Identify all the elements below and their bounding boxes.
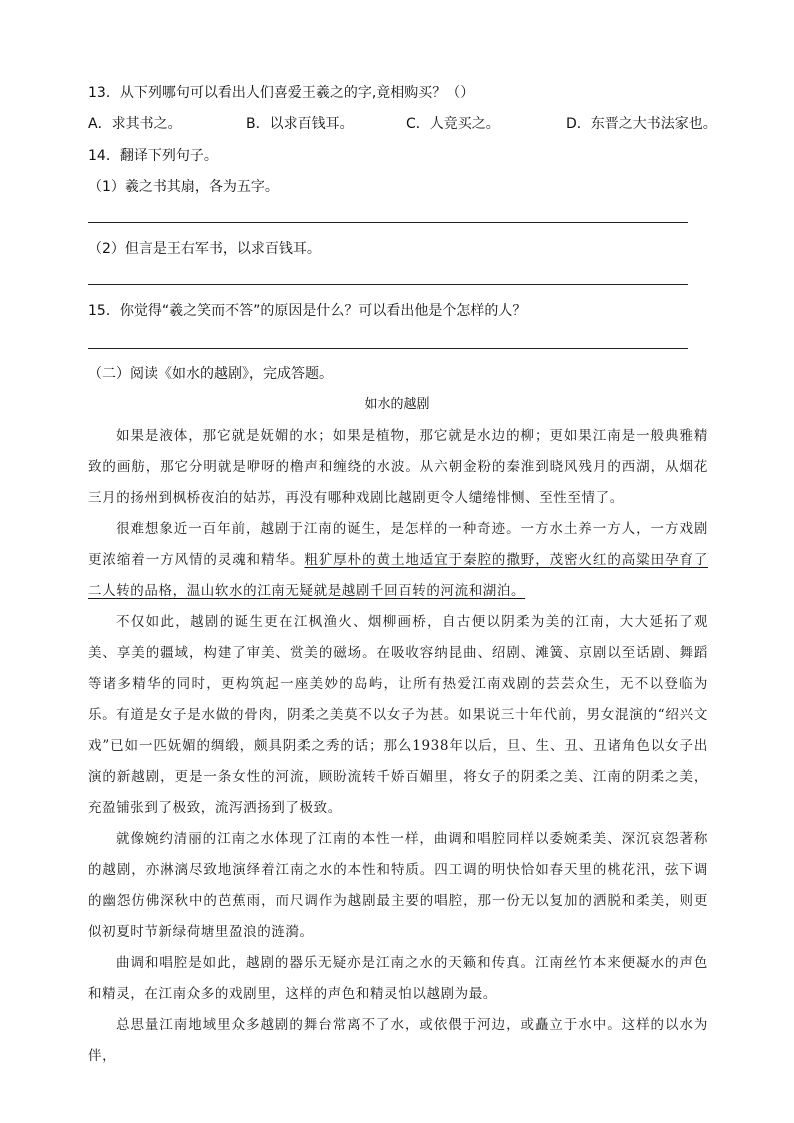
option-d[interactable]: D．东晋之大书法家也。 (566, 116, 717, 132)
underlined-sentence: 粗犷厚朴的黄土地适宜于秦腔的撒野，茂密火红的高粱田孕育了二人转的品格，温山软水的江南无疑就是越剧千回百转的河流和湖泊。 (88, 552, 708, 599)
question-15-stem: 15．你觉得“羲之笑而不答”的原因是什么？可以看出他是个怎样的人？ (88, 303, 527, 319)
article-paragraph-7: 总思量江南地域里众多越剧的舞台常离不了水，或依偎于河边，或矗立于水中。这样的以水为伴， (88, 1017, 708, 1064)
question-14-item-1: （1）羲之书其扇，各为五字。 (88, 179, 279, 195)
article-paragraph-6: 曲调和唱腔是如此，越剧的器乐无疑亦是江南之水的天籁和传真。江南丝竹本来便凝水的声色和精灵，在江南众多的戏剧里，这样的声色和精灵怕以越剧为最。 (88, 955, 708, 1002)
answer-line-14-2[interactable] (88, 284, 688, 285)
question-14-stem: 14．翻译下列句子。 (88, 148, 218, 164)
option-c[interactable]: C．人竞买之。 (406, 116, 500, 132)
option-b[interactable]: B．以求百钱耳。 (246, 116, 354, 132)
article-paragraph-5: 就像婉约清丽的江南之水体现了江南的本性一样，曲调和唱腔同样以委婉柔美、深沉哀怨著称的越剧，亦淋漓尽致地演绎着江南之水的本性和特质。四工调的明快恰如春天里的桃花汛，弦下调的幽怨仿佛深秋中的芭蕉雨，而尺调作为越剧最主要的唱腔，那一份无以复加的洒脱和柔美，则更似初夏时节新绿荷塘里盈浪的涟漪。 (88, 831, 708, 940)
question-13-stem: 13．从下列哪句可以看出人们喜爱王羲之的字,竟相购买？（） (88, 85, 475, 101)
answer-line-15[interactable] (88, 348, 688, 349)
article-paragraph-3: 不仅如此，越剧的诞生更在江枫渔火、烟柳画桥，自古便以阴柔为美的江南，大大延拓了观美、享美的疆域，构建了审美、赏美的磁场。在吸收容纳昆曲、绍剧、滩簧、京剧以至话剧、舞蹈等诸多精华的同时，更构筑起一座美妙的岛屿，让所有热爱江南戏剧的芸芸众生，无不以登临为乐。 (88, 614, 708, 723)
section-2-heading: （二）阅读《如水的越剧》，完成答题。 (88, 366, 333, 382)
article-paragraph-4: 有道是女子是水做的骨肉，阴柔之美莫不以女子为甚。如果说三十年代前，男女混演的“绍兴文戏”已如一匹妩媚的绸缎，颇具阴柔之秀的话；那么1938年以后，旦、生、丑、丑诸角色以女子出演的新越剧，更是一条女性的河流，顾盼流转千娇百媚里，将女子的阴柔之美、江南的阴柔之美，充盈铺张到了极致，流泻洒扬到了极致。 (88, 707, 708, 816)
option-a[interactable]: A．求其书之。 (88, 116, 182, 132)
question-14-item-2: （2）但言是王右军书，以求百钱耳。 (88, 241, 321, 257)
article-paragraph-2 (88, 514, 708, 607)
paragraph-2-text: 很难想象近一百年前，越剧于江南的诞生，是怎样的一种奇迹。一方水土养一方人，一方戏剧更浓缩着一方风情的灵魂和精华。 (88, 521, 708, 568)
article-title: 如水的越剧 (364, 397, 430, 412)
answer-line-14-1[interactable] (88, 222, 688, 223)
article-paragraph-1: 如果是液体，那它就是妩媚的水；如果是植物，那它就是水边的柳；更如果江南是一般典雅精致的画舫，那它分明就是咿呀的橹声和缠绕的水波。从六朝金粉的秦淮到晓风残月的西湖，从烟花三月的扬州到枫桥夜泊的姑苏，再没有哪种戏剧比越剧更令人缱绻悱恻、至性至情了。 (88, 428, 708, 506)
